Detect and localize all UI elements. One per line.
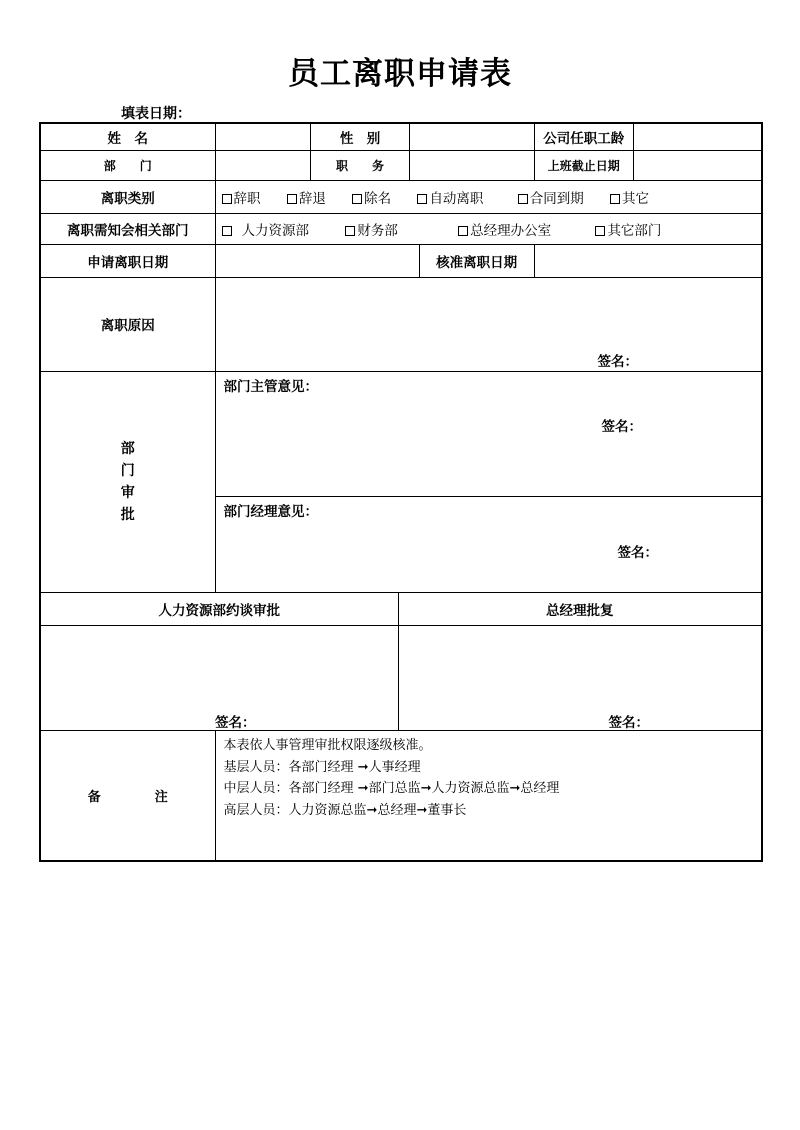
supervisor-signature-label: 签名： [601,418,643,435]
checkbox-icon[interactable] [610,194,620,204]
category-option[interactable]: 合同到期 [518,187,584,207]
note-line: 中层人员：各部门经理 ➞部门总监➞人力资源总监➞总经理 [223,781,560,796]
checkbox-icon[interactable] [345,226,355,236]
remarks-content [215,731,762,861]
apply-date-input[interactable] [216,245,419,277]
checkbox-icon[interactable] [417,194,427,204]
gm-reply-field[interactable] [398,626,761,731]
name-label: 姓 名 [40,123,215,150]
category-options [215,180,762,213]
gender-label: 性 别 [310,123,409,150]
position-label: 职 务 [310,150,409,180]
checkbox-icon[interactable] [352,194,362,204]
notify-depts-label: 离职需知会相关部门 [40,213,215,244]
dept-approval-label: 部 门 审 批 [40,371,215,592]
approval-subtable [41,593,761,731]
reason-label: 离职原因 [40,277,215,371]
approve-date-field[interactable] [534,244,762,277]
manager-signature-label: 签名： [617,544,659,561]
approve-date-label: 核准离职日期 [419,245,534,277]
manager-opinion-label: 部门经理意见： [223,503,319,520]
gm-reply-label: 总经理批复 [398,593,761,626]
reason-signature-label: 签名： [597,353,639,370]
position-field[interactable] [410,150,534,180]
gender-field[interactable] [410,123,534,150]
name-field[interactable] [215,123,310,150]
supervisor-opinion-field[interactable] [215,371,762,496]
last-day-label: 上班截止日期 [534,150,633,180]
seniority-label: 公司任职工龄 [534,123,633,150]
notify-option[interactable]: 财务部 [345,219,398,239]
notify-options [215,213,762,244]
category-option[interactable]: 辞职 [222,187,261,207]
remarks-label: 备 注 [40,731,215,861]
note-line: 本表依人事管理审批权限逐级核准。 [223,738,432,753]
category-label: 离职类别 [40,180,215,213]
checkbox-icon[interactable] [595,226,605,236]
supervisor-opinion-label: 部门主管意见： [223,378,319,395]
category-option[interactable]: 其它 [610,187,649,207]
resignation-form-table [39,122,763,862]
category-option[interactable]: 除名 [352,187,391,207]
hr-signature-label: 签名： [215,715,256,730]
last-day-field[interactable] [634,150,762,180]
note-line: 高层人员：人力资源总监➞总经理➞董事长 [223,802,467,818]
checkbox-icon[interactable] [222,194,232,204]
checkbox-icon[interactable] [222,226,232,236]
fill-date-label: 填表日期： [121,106,191,122]
checkbox-icon[interactable] [518,194,528,204]
category-option[interactable]: 自动离职 [417,187,483,207]
apply-date-field[interactable] [215,244,534,277]
hr-interview-label: 人力资源部约谈审批 [41,593,398,626]
form-title: 员工离职申请表 [288,56,512,92]
manager-opinion-field[interactable] [215,496,762,592]
notify-option[interactable]: 总经理办公室 [458,219,551,239]
reason-field[interactable] [215,277,762,371]
apply-date-label: 申请离职日期 [40,244,215,277]
gm-signature-label: 签名： [608,715,649,730]
department-field[interactable] [215,150,310,180]
notify-option[interactable]: 人力资源部 [222,219,310,239]
notify-option[interactable]: 其它部门 [595,219,661,239]
hr-interview-field[interactable] [41,626,398,731]
seniority-field[interactable] [634,123,762,150]
checkbox-icon[interactable] [287,194,297,204]
checkbox-icon[interactable] [458,226,468,236]
category-option[interactable]: 辞退 [287,187,326,207]
department-label: 部 门 [40,150,215,180]
note-line: 基层人员：各部门经理 ➞人事经理 [223,759,421,775]
